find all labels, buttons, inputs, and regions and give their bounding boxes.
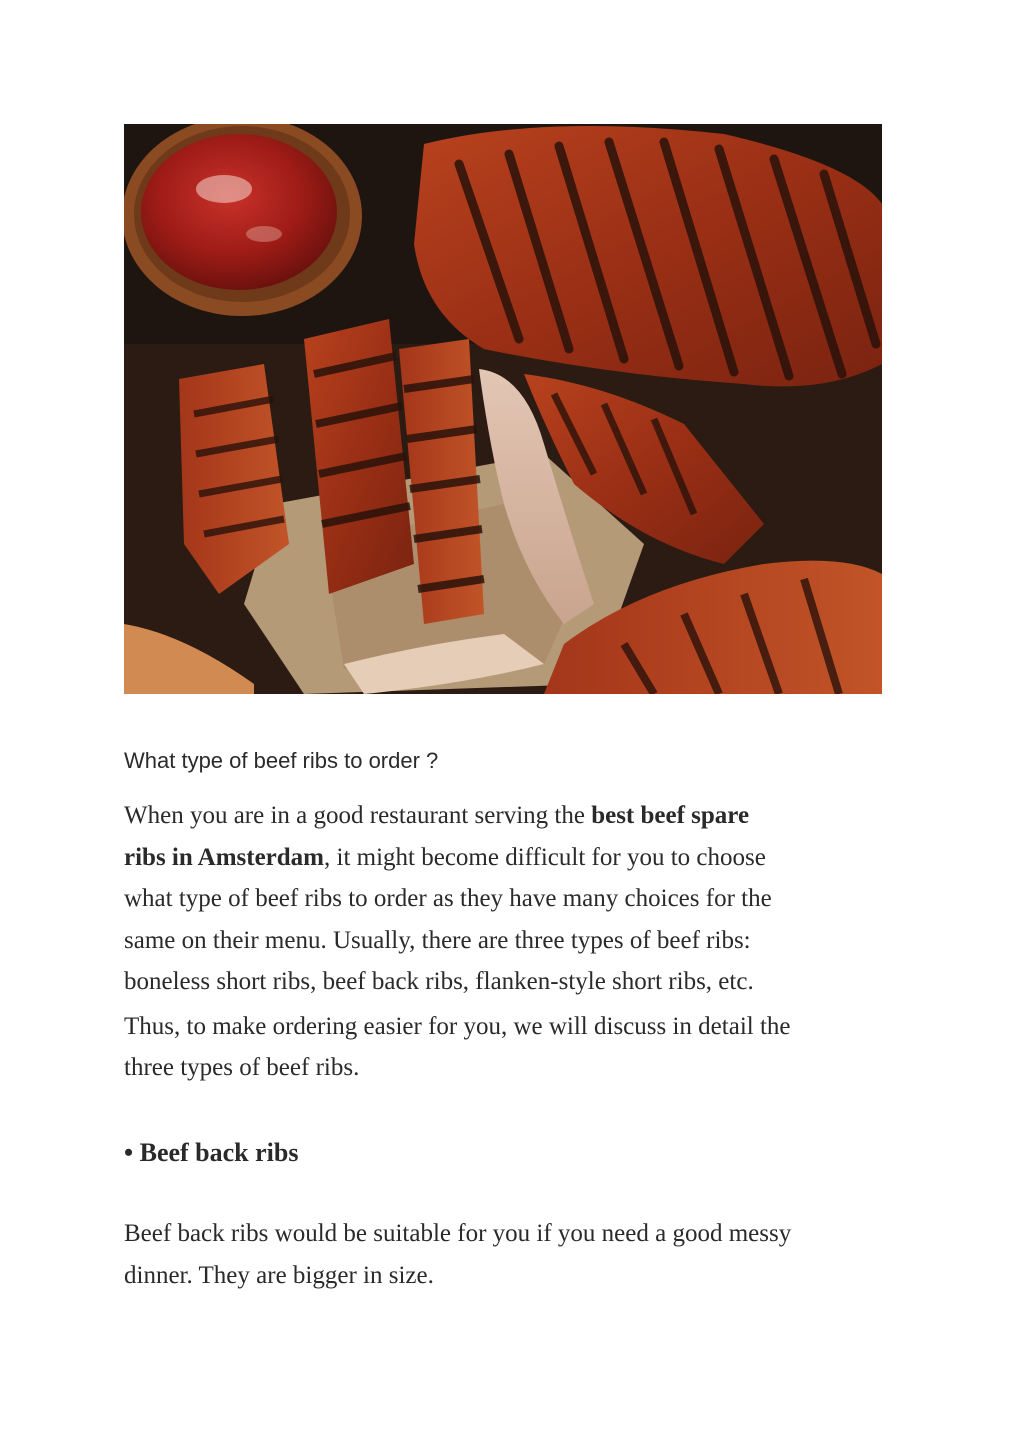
paragraph-line bbox=[124, 837, 884, 879]
paragraph-line: boneless short ribs, beef back ribs, flanken-style short ribs, etc. bbox=[124, 968, 754, 995]
intro-paragraph bbox=[124, 795, 884, 1089]
ribs-illustration bbox=[124, 124, 882, 694]
section-heading: • Beef back ribs bbox=[124, 1138, 299, 1167]
image-caption: What type of beef ribs to order ? bbox=[124, 748, 439, 773]
text-span: , it might become difficult for you to choose bbox=[324, 843, 766, 871]
paragraph-line: same on their menu. Usually, there are three types of beef ribs: bbox=[124, 926, 751, 954]
text-span: When you are in a good restaurant serving the bbox=[124, 802, 592, 829]
back-ribs-paragraph bbox=[124, 1213, 884, 1296]
bold-keyword: ribs in Amsterdam bbox=[124, 843, 324, 871]
paragraph-line: what type of beef ribs to order as they have many choices for the bbox=[124, 885, 772, 912]
paragraph-line: three types of beef ribs. bbox=[124, 1054, 360, 1081]
paragraph-line: Beef back ribs would be suitable for you if you need a good messy bbox=[124, 1220, 792, 1247]
paragraph-line: Thus, to make ordering easier for you, we will discuss in detail the bbox=[124, 1012, 791, 1040]
bold-keyword: best beef spare bbox=[591, 802, 750, 829]
paragraph-line bbox=[124, 795, 884, 837]
paragraph-line: dinner. They are bigger in size. bbox=[124, 1261, 434, 1289]
grilled-ribs-photo bbox=[124, 124, 882, 694]
